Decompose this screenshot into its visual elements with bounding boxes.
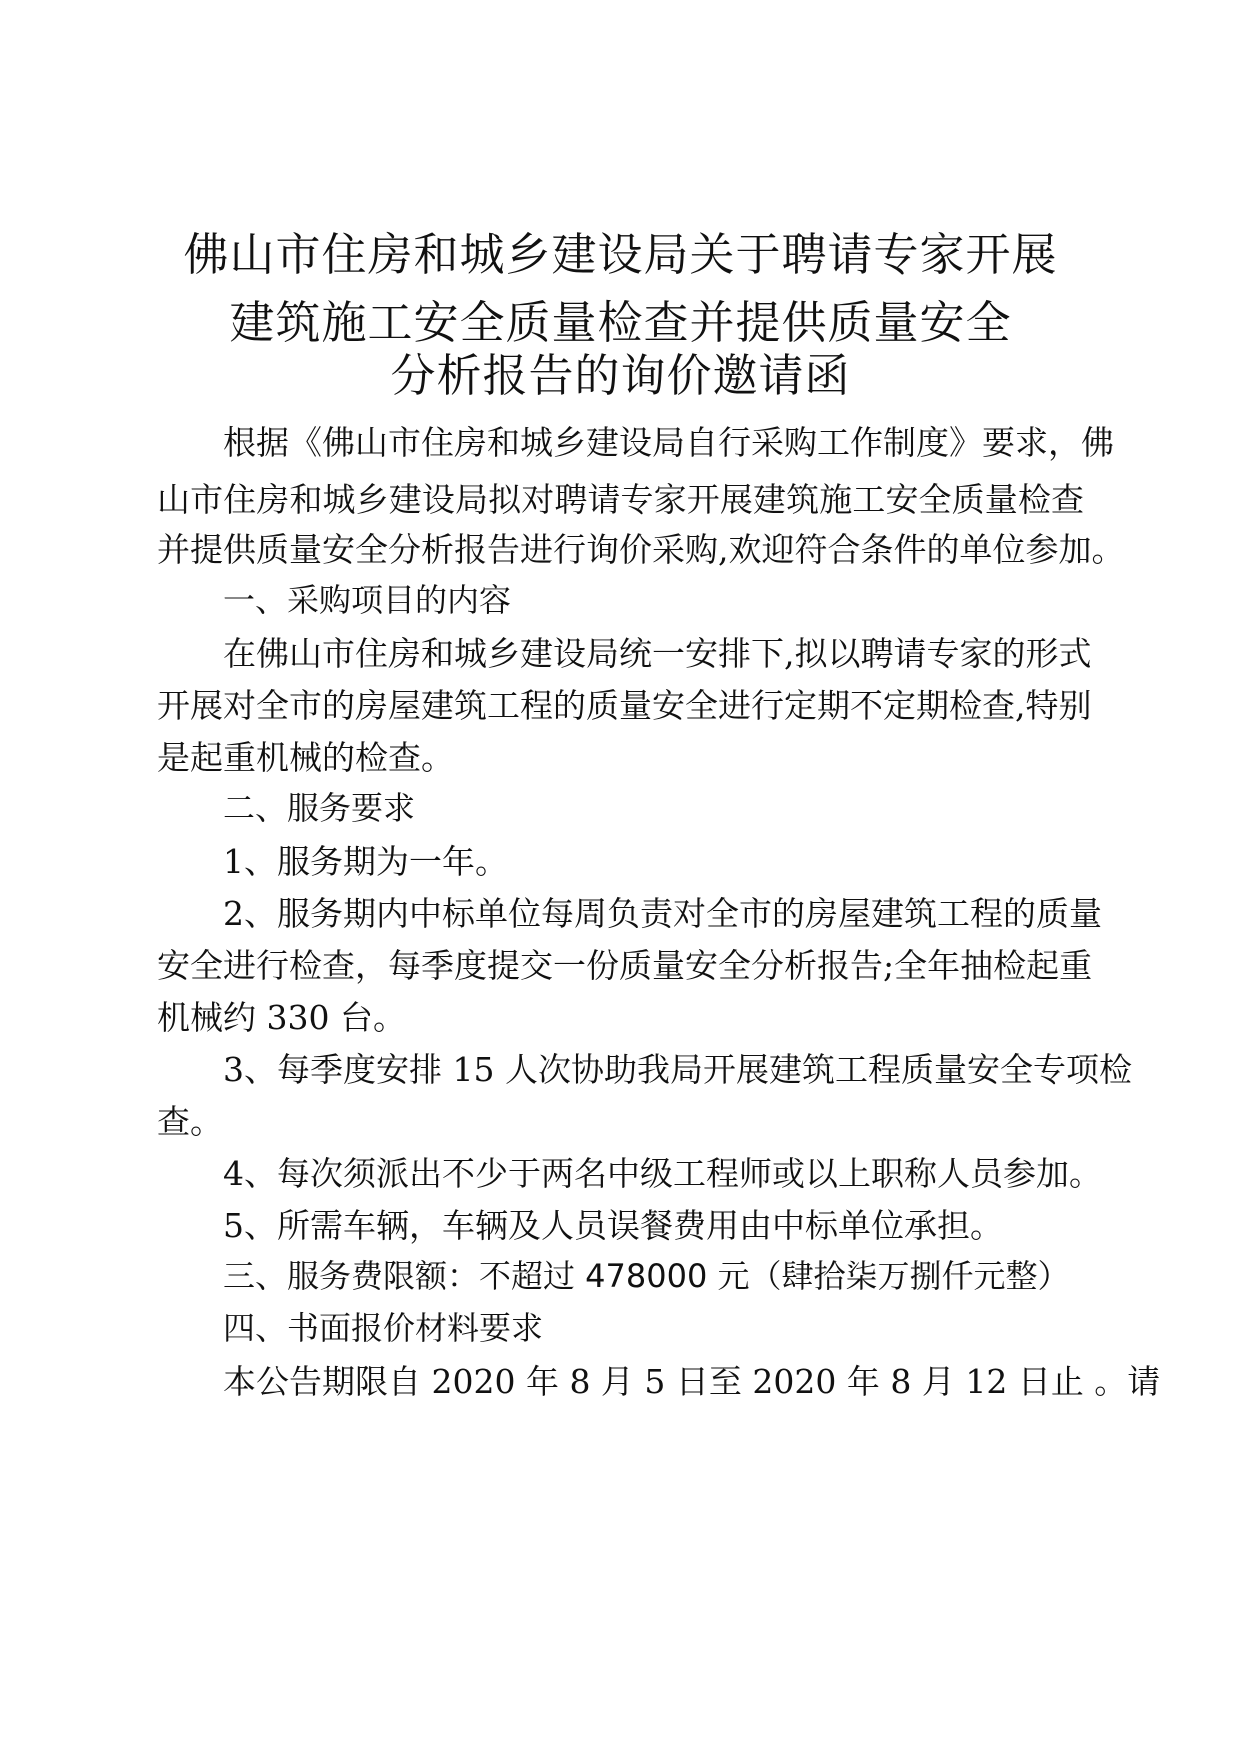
intro-line-1: 根据《佛山市住房和城乡建设局自行采购工作制度》要求，佛 (223, 423, 1114, 462)
section-1-heading: 一、采购项目的内容 (223, 581, 512, 619)
section-1-line-1: 在佛山市住房和城乡建设局统一安排下,拟以聘请专家的形式 (223, 634, 1092, 673)
service-item-3-line-2: 查。 (157, 1102, 223, 1141)
document-title-line-1: 佛山市住房和城乡建设局关于聘请专家开展 (183, 228, 1058, 281)
service-item-2-line-1: 2、服务期内中标单位每周负责对全市的房屋建筑工程的质量 (223, 894, 1102, 933)
service-item-1: 1、服务期为一年。 (223, 842, 508, 881)
document-title-line-3: 分析报告的询价邀请函 (390, 349, 851, 402)
section-3-heading: 三、服务费限额：不超过 478000 元（肆拾柒万捌仟元整） (223, 1257, 1070, 1295)
service-item-5: 5、所需车辆，车辆及人员误餐费用由中标单位承担。 (223, 1206, 1003, 1245)
document-title-line-2: 建筑施工安全质量检查并提供质量安全 (229, 296, 1012, 349)
section-4-line-1: 本公告期限自 2020 年 8 月 5 日至 2020 年 8 月 12 日止 。请 (223, 1362, 1161, 1401)
intro-line-2: 山市住房和城乡建设局拟对聘请专家开展建筑施工安全质量检查 (157, 480, 1084, 519)
section-1-line-3: 是起重机械的检查。 (157, 738, 454, 777)
intro-line-3: 并提供质量安全分析报告进行询价采购,欢迎符合条件的单位参加。 (157, 530, 1125, 569)
service-item-3-line-1: 3、每季度安排 15 人次协助我局开展建筑工程质量安全专项检 (223, 1050, 1132, 1089)
service-item-4: 4、每次须派出不少于两名中级工程师或以上职称人员参加。 (223, 1154, 1102, 1193)
service-item-2-line-3: 机械约 330 台。 (157, 998, 406, 1037)
section-4-heading: 四、书面报价材料要求 (223, 1309, 544, 1347)
section-1-line-2: 开展对全市的房屋建筑工程的质量安全进行定期不定期检查,特别 (157, 686, 1092, 725)
service-item-2-line-2: 安全进行检查，每季度提交一份质量安全分析报告;全年抽检起重 (157, 946, 1093, 985)
section-2-heading: 二、服务要求 (223, 789, 416, 827)
